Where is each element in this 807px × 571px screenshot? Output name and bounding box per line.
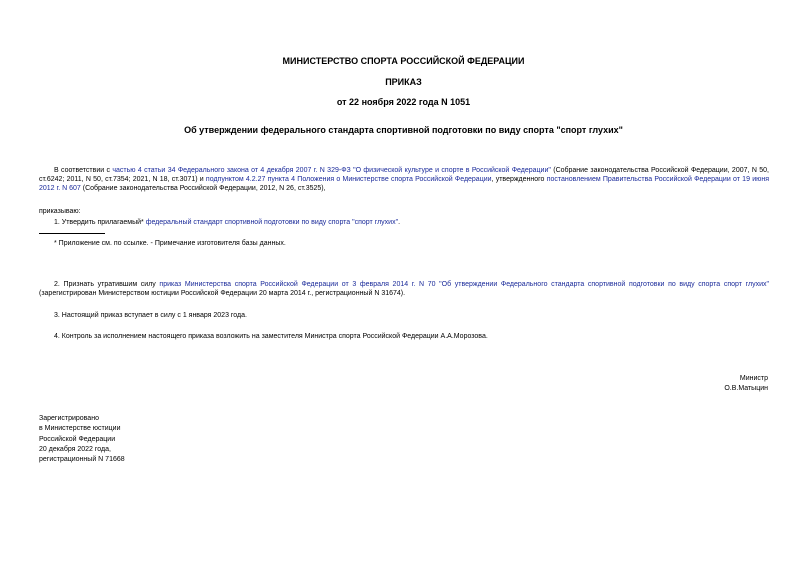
item-1-text-2: .: [398, 219, 401, 226]
date-number-heading: от 22 ноября 2022 года N 1051: [336, 97, 471, 107]
footnote-separator: [39, 233, 105, 234]
ministry-heading: МИНИСТЕРСТВО СПОРТА РОССИЙСКОЙ ФЕДЕРАЦИИ: [282, 56, 525, 66]
link-federal-standard[interactable]: федеральный стандарт спортивной подготовки по виду спорта "спорт глухих": [145, 219, 399, 226]
item-1-text-1: 1. Утвердить прилагаемый*: [54, 219, 146, 226]
signature-position: Министр: [739, 375, 768, 382]
link-regulation-subclause[interactable]: подпунктом 4.2.27 пункта 4 Положения о Министерстве спорта Российской Федерации: [205, 176, 492, 184]
preamble-text-1: В соответствии с: [54, 167, 113, 174]
registration-line: Зарегистрировано: [39, 415, 99, 422]
preamble-paragraph: [39, 166, 769, 194]
link-government-decree[interactable]: постановлением Правительства Российской Федерации от 19 июня 2012 г. N 607: [39, 176, 770, 193]
item-4: 4. Контроль за исполнением настоящего приказа возложить на заместителя Министра спорта Российской Федерации А.А.Морозова.: [54, 333, 488, 340]
link-federal-law[interactable]: частью 4 статьи 34 Федерального закона от 4 декабря 2007 г. N 329-ФЗ "О физической культуре и спорте в Российской Федерации": [112, 167, 551, 174]
document-title: Об утверждении федерального стандарта спортивной подготовки по виду спорта "спорт глухих": [184, 125, 623, 135]
order-word: приказываю:: [39, 208, 81, 215]
link-order-70[interactable]: приказ Министерства спорта Российской Федерации от 3 февраля 2014 г. N 70 "Об утверждении Федерального стандарта спортивной подготовки по виду спорта спорт глухих": [159, 281, 769, 288]
item-3: 3. Настоящий приказ вступает в силу с 1 января 2023 года.: [54, 312, 247, 319]
item-1: [39, 218, 769, 227]
preamble-text-4: (Собрание законодательства Российской Федерации, 2012, N 26, ст.3525),: [80, 185, 326, 193]
registration-line: 20 декабря 2022 года,: [39, 446, 111, 454]
registration-line: Российской Федерации: [39, 435, 116, 443]
signature-name: О.В.Матыцин: [724, 385, 768, 392]
doc-type-heading: ПРИКАЗ: [385, 77, 422, 87]
preamble-text-2: (Собрание законодательства Российской Федерации, 2007, N 50, ст.6242; 2011, N 50, ст.7354; 2021, N 18, ст.3071) и: [39, 167, 769, 184]
preamble-text-3: , утвержденного: [491, 176, 547, 184]
item-2: [39, 280, 769, 298]
footnote: * Приложение см. по ссылке. - Примечание изготовителя базы данных.: [54, 240, 286, 247]
item-2-text-2: (зарегистрирован Министерством юстиции Российской Федерации 20 марта 2014 г., регистрационный N 31674).: [39, 290, 406, 298]
registration-line: регистрационный N 71668: [39, 456, 125, 464]
registration-block: [39, 414, 339, 466]
registration-line: в Министерстве юстиции: [39, 425, 121, 433]
item-2-text-1: 2. Признать утратившим силу: [54, 281, 160, 288]
